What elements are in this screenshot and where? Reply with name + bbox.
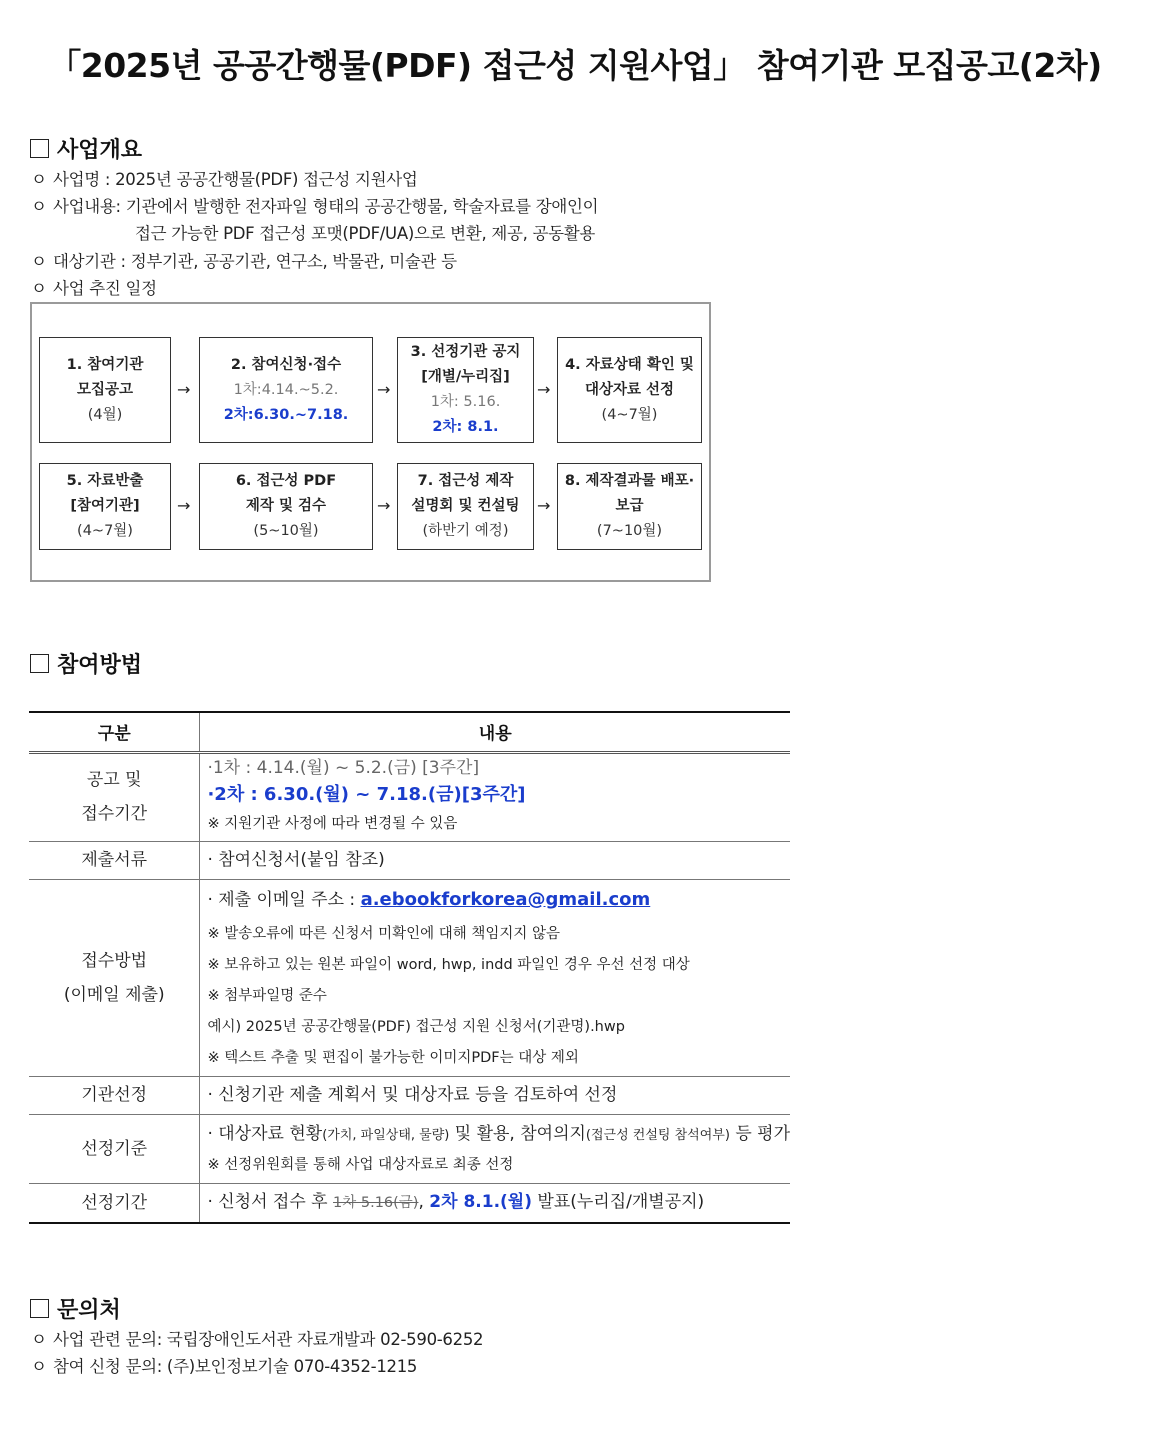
checkbox-square-icon	[30, 1299, 49, 1318]
row-label: 접수방법	[81, 950, 148, 971]
row-label: 선정기간	[29, 1183, 200, 1223]
flow-arrow: →	[537, 380, 551, 399]
email-link[interactable]: a.ebookforkorea@gmail.com	[360, 889, 651, 910]
row-label: 제출서류	[29, 841, 200, 879]
row-label: 선정기준	[29, 1114, 200, 1183]
submission-email-line: · 제출 이메일 주소 : a.ebookforkorea@gmail.com	[207, 889, 651, 910]
section-contact-heading	[30, 1293, 121, 1324]
submission-note: ※ 첨부파일명 준수	[207, 988, 327, 1004]
section-overview-heading	[30, 133, 142, 164]
table-row-period	[29, 752, 790, 841]
flow-step-7: 7. 접근성 제작 설명회 및 컨설팅 (하반기 예정)	[397, 463, 534, 550]
period-note: ※ 지원기관 사정에 따라 변경될 수 있음	[207, 816, 458, 832]
checkbox-square-icon	[30, 139, 49, 158]
page-title: 「2025년 공공간행물(PDF) 접근성 지원사업」 참여기관 모집공고(2차)	[48, 46, 1102, 85]
row-label: 공고 및	[86, 770, 142, 790]
row-label: 접수기간	[81, 804, 148, 824]
schedule-flow-diagram	[30, 302, 711, 582]
overview-item-content: ㅇ 사업내용: 기관에서 발행한 전자파일 형태의 공공간행물, 학술자료를 장애인이	[31, 197, 599, 216]
overview-item-schedule: ㅇ 사업 추진 일정	[31, 279, 157, 298]
flow-arrow: →	[377, 496, 391, 515]
period-round-2: ·2차 : 6.30.(월) ~ 7.18.(금)[3주간]	[207, 784, 526, 805]
submission-note: ※ 텍스트 추출 및 편집이 불가능한 이미지PDF는 대상 제외	[207, 1050, 579, 1066]
overview-item-target: ㅇ 대상기관 : 정부기관, 공공기관, 연구소, 박물관, 미술관 등	[31, 252, 457, 271]
table-header-row	[29, 712, 790, 752]
table-row-period-selection	[29, 1183, 790, 1223]
section-overview-title: 사업개요	[57, 138, 143, 163]
flow-arrow: →	[537, 496, 551, 515]
flow-arrow: →	[377, 380, 391, 399]
flow-step-1: 1. 참여기관 모집공고 (4월)	[39, 337, 171, 443]
column-header-category: 구분	[29, 712, 200, 752]
contact-item-application: ㅇ 참여 신청 문의: (주)보인정보기술 070-4352-1215	[31, 1357, 418, 1376]
table-row-submission	[29, 879, 790, 1076]
section-method-title: 참여방법	[57, 653, 143, 678]
flow-step-2: 2. 참여신청·접수 1차:4.14.~5.2. 2차:6.30.~7.18.	[199, 337, 373, 443]
flow-step-8: 8. 제작결과물 배포· 보급 (7~10월)	[557, 463, 702, 550]
column-header-content: 내용	[200, 712, 790, 752]
submission-example: 예시) 2025년 공공간행물(PDF) 접근성 지원 신청서(기관명).hwp	[207, 1019, 625, 1035]
submission-note: ※ 발송오류에 따른 신청서 미확인에 대해 책임지지 않음	[207, 926, 561, 942]
section-method-heading	[30, 648, 142, 679]
section-contact-title: 문의처	[57, 1298, 121, 1323]
contact-item-project: ㅇ 사업 관련 문의: 국립장애인도서관 자료개발과 02-590-6252	[31, 1330, 484, 1349]
table-row-selection	[29, 1076, 790, 1114]
flow-arrow: →	[177, 496, 191, 515]
overview-item-name: ㅇ 사업명 : 2025년 공공간행물(PDF) 접근성 지원사업	[31, 170, 418, 189]
flow-step-6: 6. 접근성 PDF 제작 및 검수 (5~10월)	[199, 463, 373, 550]
overview-item-content-cont: 접근 가능한 PDF 접근성 포맷(PDF/UA)으로 변환, 제공, 공동활용	[135, 224, 596, 243]
flow-arrow: →	[177, 380, 191, 399]
criteria-note: ※ 선정위원회를 통해 사업 대상자료로 최종 선정	[207, 1156, 514, 1173]
checkbox-square-icon	[30, 654, 49, 673]
method-table	[29, 711, 790, 1224]
flow-step-4: 4. 자료상태 확인 및 대상자료 선정 (4~7월)	[557, 337, 702, 443]
announce-text: · 신청서 접수 후 1차 5.16(금), 2차 8.1.(월) 발표(누리집/개별공지)	[207, 1192, 705, 1213]
flow-step-3: 3. 선정기관 공지 [개별/누리집] 1차: 5.16. 2차: 8.1.	[397, 337, 534, 443]
documents-text: · 참여신청서(붙임 참조)	[207, 850, 385, 870]
flow-step-5: 5. 자료반출 [참여기관] (4~7월)	[39, 463, 171, 550]
row-label: (이메일 제출)	[63, 984, 165, 1005]
table-row-documents	[29, 841, 790, 879]
submission-note: ※ 보유하고 있는 원본 파일이 word, hwp, indd 파일인 경우 우선 선정 대상	[207, 957, 690, 973]
row-label: 기관선정	[29, 1076, 200, 1114]
criteria-text: · 대상자료 현황(가치, 파일상태, 물량) 및 활용, 참여의지(접근성 컨설팅 참석여부) 등 평가	[207, 1123, 790, 1144]
period-round-1: ·1차 : 4.14.(월) ~ 5.2.(금) [3주간]	[207, 758, 480, 778]
selection-text: · 신청기관 제출 계획서 및 대상자료 등을 검토하여 선정	[207, 1085, 618, 1105]
table-row-criteria	[29, 1114, 790, 1183]
